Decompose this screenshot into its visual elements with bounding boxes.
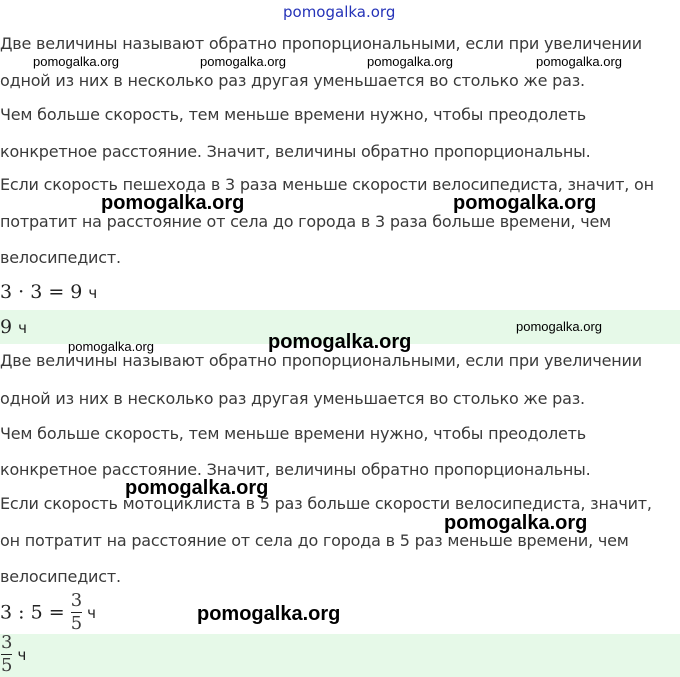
watermark-small-2: pomogalka.org <box>200 54 286 69</box>
watermark-big-5: pomogalka.org <box>444 512 588 534</box>
s2-definition-line-1: Две величины называют обратно пропорциональными, если при увеличении <box>0 351 642 370</box>
s1-equation-expr: 3 · 3 = 9 <box>0 281 83 303</box>
s2-conclusion-line-3: велосипедист. <box>0 567 121 586</box>
s2-conclusion-line-2: он потратит на расстояние от села до города в 5 раз меньше времени, чем <box>0 531 629 550</box>
watermark-small-1: pomogalka.org <box>33 54 119 69</box>
s2-answer-denominator: 5 <box>1 655 13 676</box>
s2-answer <box>0 633 26 676</box>
s2-equation <box>0 591 96 634</box>
watermark-big-4: pomogalka.org <box>125 477 269 499</box>
s2-equation-fraction <box>71 591 82 634</box>
watermark-small-5: pomogalka.org <box>516 319 602 334</box>
s2-definition-line-2: одной из них в несколько раз другая уменьшается во столько же раз. <box>0 389 585 408</box>
watermark-big-1: pomogalka.org <box>101 192 245 214</box>
s1-equation-unit: ч <box>88 284 98 302</box>
s2-fraction-numerator: 3 <box>70 590 83 611</box>
s1-conclusion-line-1: Если скорость пешехода в 3 раза меньше скорости велосипедиста, значит, он <box>0 175 654 194</box>
s1-conclusion-line-2: потратит на расстояние от села до города в 3 раза больше времени, чем <box>0 212 612 231</box>
watermark-big-3: pomogalka.org <box>268 331 412 353</box>
watermark-small-3: pomogalka.org <box>367 54 453 69</box>
s1-answer-value: 9 <box>0 316 13 338</box>
answer-band-2 <box>0 634 680 677</box>
s1-answer <box>0 316 27 338</box>
s1-conclusion-line-3: велосипедист. <box>0 248 121 267</box>
s1-answer-unit: ч <box>18 319 27 337</box>
s2-answer-numerator: 3 <box>1 632 13 653</box>
s1-reasoning-line-1: Чем больше скорость, тем меньше времени нужно, чтобы преодолеть <box>0 105 586 124</box>
s2-equation-unit: ч <box>87 603 97 622</box>
s2-fraction-denominator: 5 <box>70 613 83 634</box>
watermark-big-6: pomogalka.org <box>197 603 341 625</box>
s2-conclusion-line-1: Если скорость мотоциклиста в 5 раз больше скорости велосипедиста, значит, <box>0 494 652 513</box>
watermark-big-2: pomogalka.org <box>453 192 597 214</box>
s2-equation-expr: 3 : 5 = <box>0 601 65 624</box>
s2-reasoning-line-2: конкретное расстояние. Значит, величины обратно пропорциональны. <box>0 460 591 479</box>
watermark-small-6: pomogalka.org <box>68 339 154 354</box>
s1-definition-line-1: Две величины называют обратно пропорциональными, если при увеличении <box>0 34 642 53</box>
header-watermark: pomogalka.org <box>283 3 396 21</box>
s1-reasoning-line-2: конкретное расстояние. Значит, величины обратно пропорциональны. <box>0 142 591 161</box>
s2-answer-fraction <box>1 633 12 676</box>
s1-equation <box>0 281 97 303</box>
watermark-small-4: pomogalka.org <box>536 54 622 69</box>
s1-definition-line-2: одной из них в несколько раз другая уменьшается во столько же раз. <box>0 71 585 90</box>
s2-answer-unit: ч <box>17 645 27 664</box>
s2-reasoning-line-1: Чем больше скорость, тем меньше времени нужно, чтобы преодолеть <box>0 424 586 443</box>
